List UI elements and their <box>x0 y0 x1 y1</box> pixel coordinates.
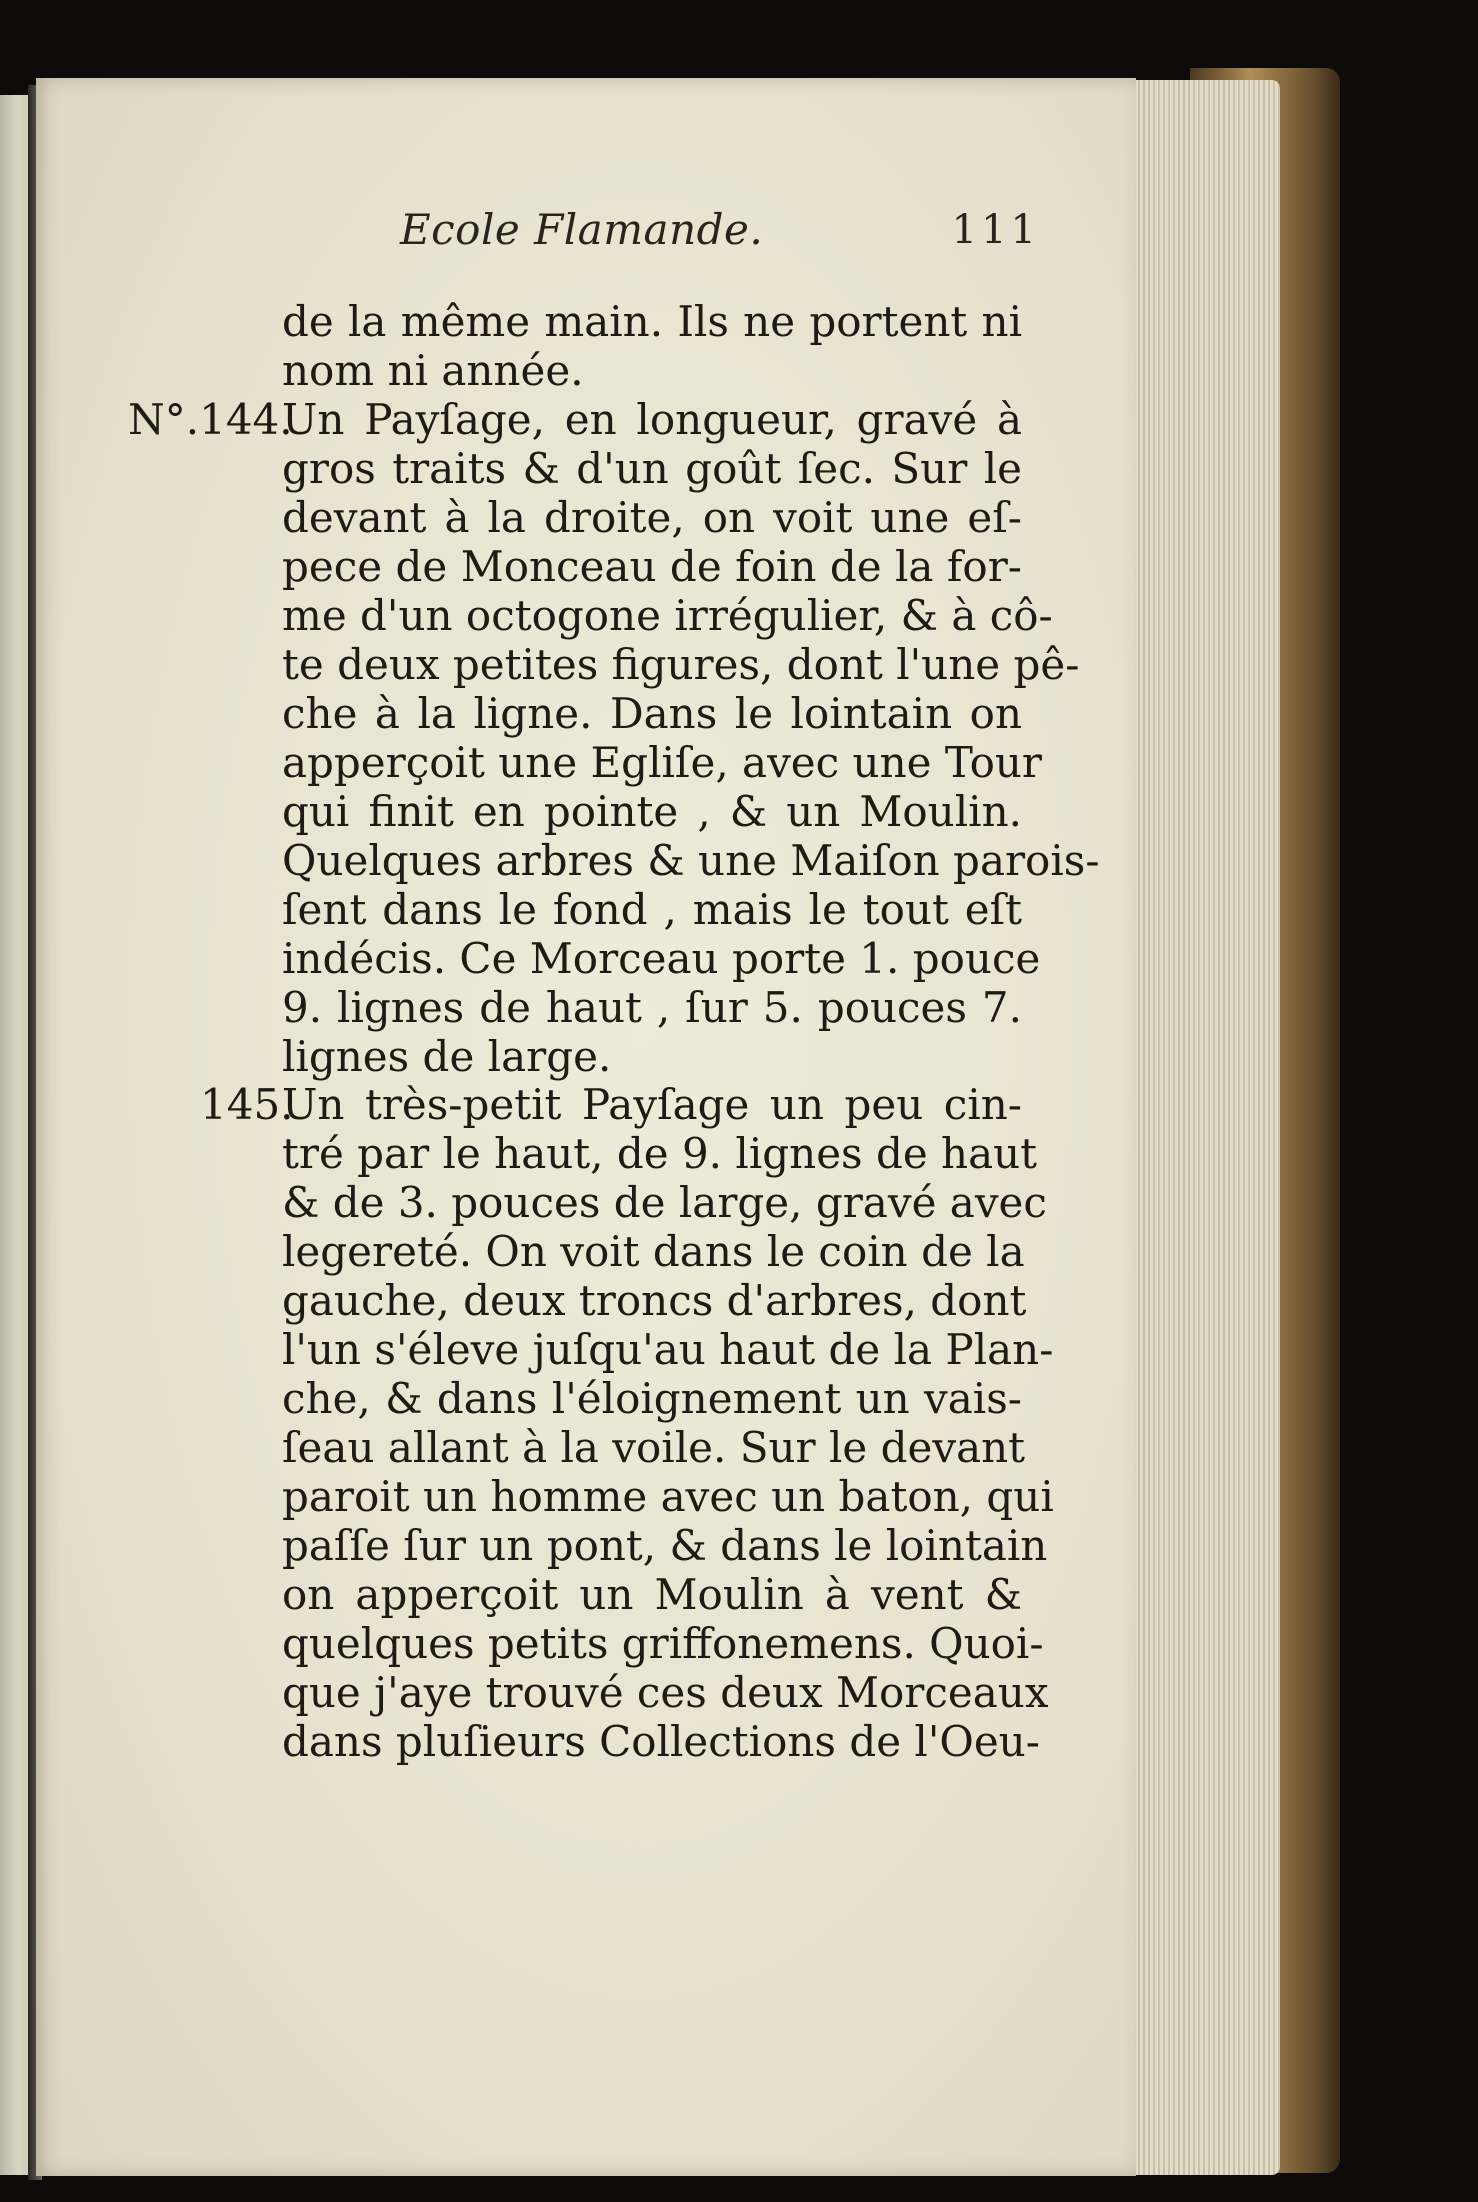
text-line: gros traits & d'un goût ſec. Sur le <box>282 444 1022 493</box>
entry-number-145: 145. <box>200 1080 294 1129</box>
text-line: nom ni année. <box>282 346 584 395</box>
text-line: de la même main. Ils ne portent ni <box>282 297 1022 346</box>
entry-number-144: N°.144. <box>128 395 293 444</box>
page-header <box>400 205 1040 265</box>
text-line: dans pluſieurs Collections de l'Oeu- <box>282 1717 1040 1766</box>
text-line: pece de Monceau de foin de la for- <box>282 542 1022 591</box>
text-line: legereté. On voit dans le coin de la <box>282 1227 1025 1276</box>
text-line: & de 3. pouces de large, gravé avec <box>282 1178 1047 1227</box>
text-line: on apperçoit un Moulin à vent & <box>282 1570 1022 1619</box>
text-line: qui finit en pointe , & un Moulin. <box>282 787 1022 836</box>
page-number: 111 <box>951 207 1040 253</box>
text-line: me d'un octogone irrégulier, & à cô- <box>282 591 1053 640</box>
text-line: Quelques arbres & une Maiſon parois- <box>282 836 1100 885</box>
running-head: Ecole Flamande. <box>400 205 764 254</box>
text-line: 9. lignes de haut , ſur 5. pouces 7. <box>282 983 1022 1032</box>
text-line: que j'aye trouvé ces deux Morceaux <box>282 1668 1049 1717</box>
text-line: devant à la droite, on voit une eſ- <box>282 493 1022 542</box>
text-line: paroit un homme avec un baton, qui <box>282 1472 1054 1521</box>
text-line: quelques petits griffonemens. Quoi- <box>282 1619 1044 1668</box>
text-line: ſeau allant à la voile. Sur le devant <box>282 1423 1026 1472</box>
text-line: gauche, deux troncs d'arbres, dont <box>282 1276 1027 1325</box>
text-line: tré par le haut, de 9. lignes de haut <box>282 1129 1038 1178</box>
text-line: Un très-petit Payſage un peu cin- <box>282 1080 1022 1129</box>
text-line: indécis. Ce Morceau porte 1. pouce <box>282 934 1041 983</box>
text-line: l'un s'éleve juſqu'au haut de la Plan- <box>282 1325 1054 1374</box>
text-line: paſſe ſur un pont, & dans le lointain <box>282 1521 1048 1570</box>
text-line: Un Payſage, en longueur, gravé à <box>282 395 1022 444</box>
previous-page-edge <box>0 95 30 2175</box>
text-line: lignes de large. <box>282 1032 612 1081</box>
text-line: che à la ligne. Dans le lointain on <box>282 689 1022 738</box>
text-line: apperçoit une Egliſe, avec une Tour <box>282 738 1042 787</box>
text-line: che, & dans l'éloignement un vais- <box>282 1374 1022 1423</box>
page-edges <box>1120 80 1280 2175</box>
text-line: ſent dans le fond , mais le tout eſt <box>282 885 1022 934</box>
text-line: te deux petites figures, dont l'une pê- <box>282 640 1080 689</box>
